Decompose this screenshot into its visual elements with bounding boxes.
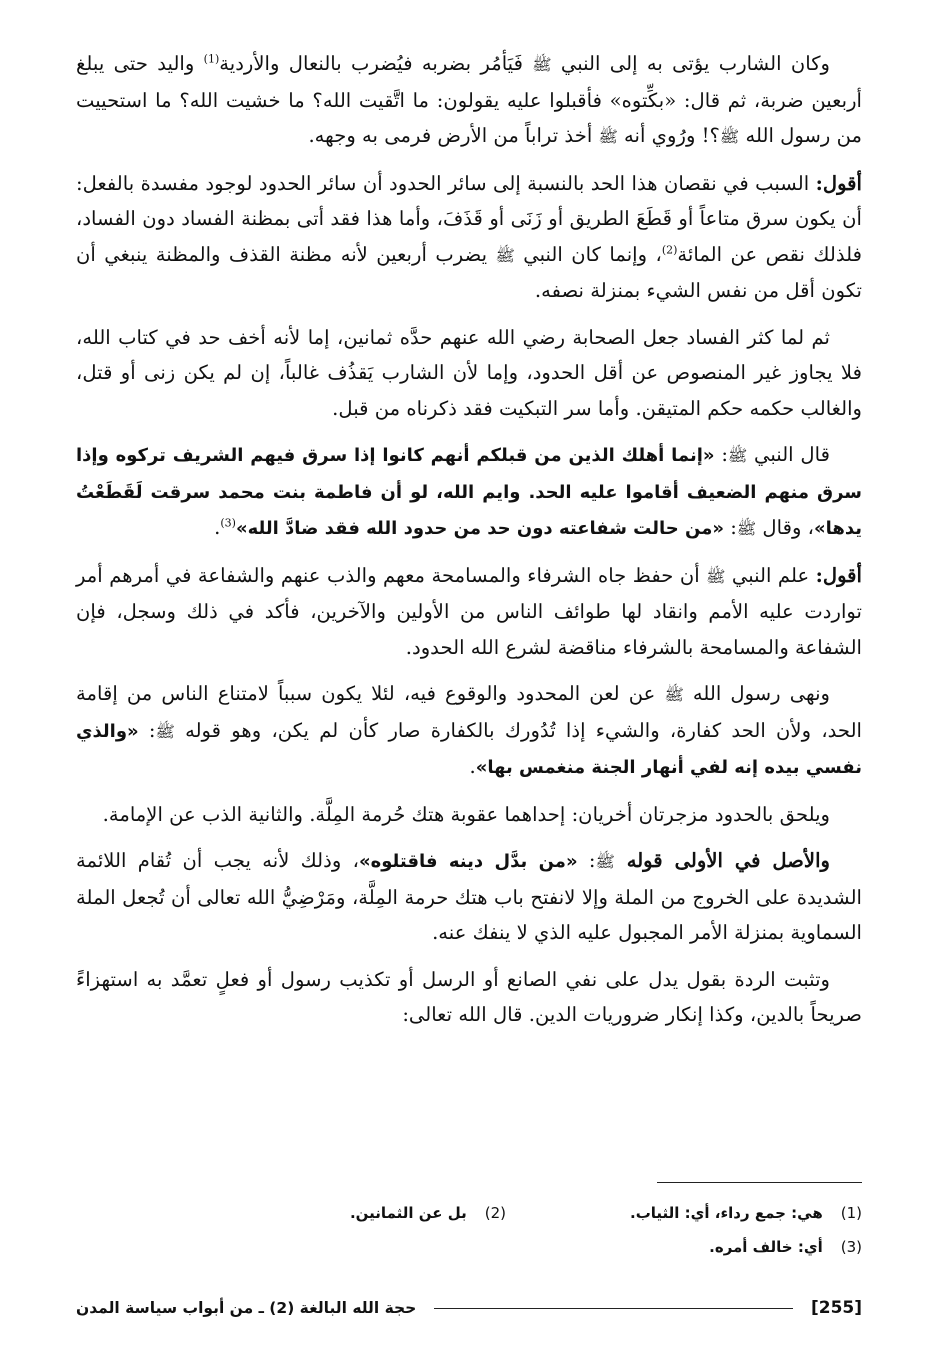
page-number: [255]: [810, 1298, 862, 1318]
footnote-marker-1: (1): [203, 52, 220, 66]
footnote-text: بل عن الثمانين.: [349, 1204, 467, 1222]
text-run: ثم لما كثر الفساد جعل الصحابة رضي الله عنهم حدَّه ثمانين، إما لأنه أخف حد في كتاب الله، فلا يجاوز غير المنصوص عن أقل الحدود، وإما لأن الشارب يَقذُف غالباً، إن لم يكن زنى أو قتل، والغالب حكمه حكم المتيقن. وأما سر التبكيت فقد ذكرناه من قبل.: [76, 325, 862, 420]
text-run: ويلحق بالحدود مزجرتان أخريان: إحداهما عقوبة هتك حُرمة المِلَّة. والثانية الذب عن الإمامة.: [102, 802, 830, 826]
footnote-text: أي: خالف أمره.: [709, 1238, 823, 1256]
hadith-quote: «والذي نفسي بيده إنه لفي أنهار الجنة منغمس بها»: [76, 720, 862, 778]
footnote-number: (1): [840, 1204, 862, 1222]
footnote-marker-2: (2): [661, 242, 678, 256]
page-footer: [76, 1290, 862, 1326]
footnote-1: [506, 1196, 862, 1230]
text-run: أخذ تراباً من الأرض فرمى به وجهه.: [308, 124, 599, 147]
footnote-row: [76, 1230, 862, 1264]
salutation-glyph: ﷺ: [727, 446, 748, 465]
paragraph-4: [76, 437, 862, 547]
text-run: وكان الشارب يؤتى به إلى النبي: [551, 52, 830, 75]
paragraph-6: [76, 676, 862, 786]
text-run: .: [469, 755, 476, 778]
text-run: :: [723, 516, 737, 539]
salutation-glyph: ﷺ: [664, 685, 684, 704]
salutation-glyph: ﷺ: [736, 519, 757, 538]
text-run: ، وقال: [756, 516, 814, 539]
paragraph-3: [76, 320, 862, 427]
footnote-text: هي: جمع رداء، أي: الثياب.: [630, 1204, 823, 1222]
text-run: وتثبت الردة بقول يدل على نفي الصانع أو الرسل أو تكذيب رسول أو فعلٍ تعمَّد به استهزاءً صريحاً بالدين، وكذا إنكار ضروريات الدين. قال الله تعالى:: [76, 967, 862, 1026]
salutation-glyph: ﷺ: [719, 127, 740, 146]
footnote-2: [350, 1196, 506, 1230]
text-run: السبب في نقصان هذا الحد بالنسبة إلى سائر الحدود أن سائر الحدود لوجود مفسدة بالفعل: أن يكون سرق متاعاً أو قَطَعَ الطريق أو زَنَى أو قَذَفَ، وأما هذا فقد أتى بمظنة الفساد دون الفساد، فلذلك نقص عن المائة: [76, 171, 863, 266]
text-run: :: [577, 849, 596, 872]
footnote-3: [709, 1230, 862, 1264]
paragraph-1: [76, 46, 862, 155]
text-run: .: [214, 516, 221, 539]
text-run: واليد حتى يبلغ أربعين ضربة، ثم قال: «بكِّتوه» فأقبلوا عليه يقولون: ما اتَّقيت الله؟ ما خشيت الله؟ ما استحييت من رسول الله: [76, 52, 862, 147]
paragraph-8: [76, 843, 862, 951]
text-run: ، وإنما كان النبي: [514, 242, 662, 266]
salutation-glyph: ﷺ: [155, 721, 175, 741]
footnote-number: (3): [840, 1238, 862, 1256]
paragraph-lead: أقول:: [815, 563, 862, 587]
footnote-marker-3: (3): [220, 516, 236, 530]
running-title: حجة الله البالغة (2) ـ من أبواب سياسة المدن: [76, 1299, 417, 1317]
paragraph-5: [76, 558, 862, 666]
footnote-divider: [657, 1182, 862, 1183]
salutation-glyph: ﷺ: [595, 852, 615, 871]
page-body: [76, 46, 862, 1044]
text-run: أن حفظ جاه الشرفاء والمسامحة معهم والذب عنهم والشفاعة في أمرهم أمر تواردت عليه الأمم وانقاد لها طوائف الناس من الأولين والآخرين، فأكد في ذلك وسجل، فإن الشفاعة والمسامحة بالشرفاء مناقضة لشرع الله الحدود.: [76, 563, 862, 659]
hadith-quote: «إنما أهلك الذين من قبلكم أنهم كانوا إذا سرق فيهم الشريف تركوه وإذا سرق منهم الضعيف أقاموا عليه الحد. وايم الله، لو أن فاطمة بنت محمد سرقت لَقَطَعْتُ يدها»: [76, 445, 862, 539]
salutation-glyph: ﷺ: [495, 245, 515, 265]
hadith-quote: «من بدَّل دينه فاقتلوه»: [358, 851, 578, 872]
text-run: قال النبي: [747, 443, 830, 466]
hadith-quote: «من حالت شفاعته دون حد من حدود الله فقد ضادَّ الله»: [235, 518, 724, 539]
footnote-row: [76, 1196, 862, 1230]
text-run: يضرب أربعين لأنه مظنة القذف والمظنة ينبغي أن تكون أقل من نفس الشيء بمنزلة نصفه.: [76, 242, 862, 302]
footnote-number: (2): [484, 1204, 506, 1222]
text-run: :: [138, 718, 156, 742]
text-run: ؟! ورُوي أنه: [617, 124, 720, 147]
text-run: ، وذلك لأنه يجب أن تُقام اللائمة الشديدة على الخروج من الملة وإلا لانفتح باب هتك حرمة المِلَّة، ومَرْضِيُّ الله تعالى أن تُجعل الملة السماوية بمنزلة الأمر المجبول عليه الذي لا ينفك عنه.: [76, 849, 862, 944]
footer-divider: [434, 1308, 793, 1309]
text-run: :: [714, 443, 728, 466]
text-run: فَيَأمُر بضربه فيُضرب بالنعال والأردية: [219, 52, 533, 75]
text-run: ونهى رسول الله: [683, 682, 831, 705]
salutation-glyph: ﷺ: [706, 566, 726, 586]
paragraph-2: [76, 166, 862, 309]
salutation-glyph: ﷺ: [598, 127, 618, 146]
paragraph-7: [76, 797, 862, 833]
paragraph-9: [76, 962, 862, 1033]
text-run: علم النبي: [725, 563, 816, 587]
text-run: عن لعن المحدود والوقوع فيه، لئلا يكون سبباً لامتناع الناس من إقامة الحد، ولأن الحد كفارة، والشيء إذا تُدُورك بالكفارة صار كأن لم يكن، وهو قوله: [76, 682, 862, 742]
footnotes: [76, 1196, 862, 1264]
text-run: والأصل في الأولى قوله: [614, 849, 830, 872]
paragraph-lead: أقول:: [815, 171, 862, 195]
salutation-glyph: ﷺ: [532, 55, 552, 74]
